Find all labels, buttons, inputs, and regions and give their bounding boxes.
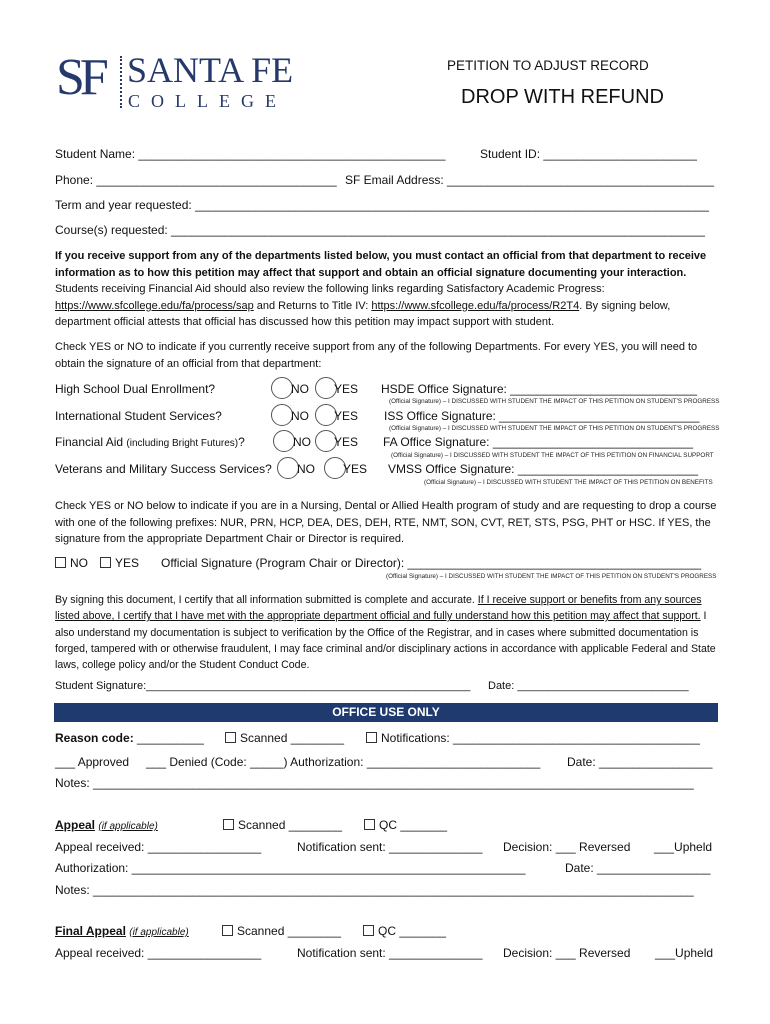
- student-id-field[interactable]: Student ID: _______________________: [480, 147, 697, 161]
- no-radio[interactable]: [271, 377, 293, 399]
- checkbox-icon[interactable]: [223, 819, 234, 830]
- authorization-field[interactable]: Authorization: ___________________________________________________________: [55, 861, 526, 875]
- no-radio[interactable]: [271, 404, 293, 426]
- certify-text-2: I also understand my documentation is subject to verification by the Office of the Registrar, and in cases where submitted documentation is forged, tampered with or otherwise fraudulent, I may face criminal and/or disciplinary actions in accordance with applicable Federal and State laws, college policy and/or the Student Conduct Code.: [55, 610, 716, 672]
- no-label: NO: [291, 409, 309, 423]
- student-signature-field[interactable]: Student Signature:_____________________________________________________: [55, 680, 471, 692]
- yes-label: YES: [334, 409, 359, 423]
- form-subtitle: PETITION TO ADJUST RECORD: [447, 58, 649, 73]
- phone-field[interactable]: Phone: ____________________________________: [55, 173, 337, 187]
- appeal-notes-field[interactable]: Notes: __________________________________________________________________________________________: [55, 883, 694, 897]
- decision-field[interactable]: Decision: ___ Reversed: [503, 840, 631, 854]
- logo-college: COLLEGE: [128, 91, 287, 111]
- certify-underline: If I receive support or benefits from any sources listed above, I certify that I have met with the appropriate department official and fully understand how this petition may affect that support.: [55, 594, 702, 623]
- signature-note: (Official Signature) – I DISCUSSED WITH STUDENT THE IMPACT OF THIS PETITION ON FINANCIAL SUPPORT: [391, 452, 714, 459]
- final-appeal-label: Final Appeal: [55, 924, 126, 938]
- form-title: DROP WITH REFUND: [461, 86, 664, 108]
- department-label: [55, 435, 245, 449]
- reason-code-field[interactable]: [55, 731, 204, 745]
- final-if-applicable: (if applicable): [129, 927, 189, 938]
- nursing-no-option[interactable]: [55, 556, 88, 570]
- appeal-if-applicable: (if applicable): [98, 821, 158, 832]
- final-notification-field[interactable]: Notification sent: ______________: [297, 946, 483, 960]
- denied-authorization-field[interactable]: ___ Denied (Code: _____) Authorization: __________________________: [146, 755, 541, 769]
- reason-code-blank: __________: [137, 731, 204, 745]
- department-label: International Student Services?: [55, 409, 222, 423]
- nursing-instructions: Check YES or NO below to indicate if you are in a Nursing, Dental or Allied Health program of study and are requesting to drop a course with one of the following prefixes: NUR, PRN, HCP, DEA, DES, DEH, RTE, NMT, SON, CVT, RET, STS, PSG, PHT or HSC. If YES, the signature from the appropriate Department Chair or Director is required.: [55, 500, 717, 546]
- notification-sent-field[interactable]: Notification sent: ______________: [297, 840, 483, 854]
- no-radio[interactable]: [273, 430, 295, 452]
- final-received-field[interactable]: Appeal received: _________________: [55, 946, 262, 960]
- scanned-option[interactable]: [225, 731, 344, 745]
- appeal-qc-option[interactable]: [364, 818, 447, 832]
- certification-text: [55, 592, 717, 673]
- notice-text-2: and Returns to Title IV:: [253, 299, 372, 312]
- nursing-yes-label: YES: [115, 556, 140, 570]
- department-label-small: (including Bright Futures): [126, 438, 239, 449]
- appeal-qc-label: QC _______: [379, 818, 448, 832]
- logo-divider: [120, 56, 122, 108]
- notice-bold: If you receive support from any of the departments listed below, you must contact an official from that department to receive information as to how this petition may affect that support and obtain an official signature documenting your interaction.: [55, 250, 707, 279]
- final-appeal-heading: [55, 924, 189, 938]
- no-label: NO: [293, 435, 311, 449]
- appeal-label: Appeal: [55, 818, 96, 832]
- office-signature-field[interactable]: FA Office Signature: ______________________________: [383, 435, 694, 449]
- authorization-date-field[interactable]: Date: _________________: [565, 861, 711, 875]
- office-date-field[interactable]: Date: _________________: [567, 755, 713, 769]
- reason-code-label: Reason code:: [55, 731, 134, 745]
- logo-sf-mark: SF: [56, 49, 104, 106]
- email-field[interactable]: SF Email Address: ________________________________________: [345, 173, 714, 187]
- final-qc-label: QC _______: [378, 924, 447, 938]
- r2t4-link[interactable]: https://www.sfcollege.edu/fa/process/R2T4: [371, 299, 580, 312]
- office-signature-field[interactable]: HSDE Office Signature: ____________________________: [381, 382, 698, 396]
- support-notice: [55, 248, 717, 331]
- final-scanned-option[interactable]: [222, 924, 341, 938]
- final-decision-field[interactable]: Decision: ___ Reversed: [503, 946, 631, 960]
- upheld-field[interactable]: ___Upheld: [654, 840, 713, 854]
- no-label: NO: [297, 462, 315, 476]
- approved-field[interactable]: ___ Approved: [55, 755, 130, 769]
- office-signature-field[interactable]: ISS Office Signature: ______________________________: [384, 409, 700, 423]
- sap-link[interactable]: https://www.sfcollege.edu/fa/process/sap: [55, 299, 254, 312]
- notes-field[interactable]: Notes: __________________________________________________________________________________________: [55, 776, 694, 790]
- final-scanned-label: Scanned ________: [237, 924, 342, 938]
- scanned-label: Scanned ________: [240, 731, 345, 745]
- logo-santa-fe: SANTA FE: [127, 50, 294, 90]
- checkbox-icon[interactable]: [222, 925, 233, 936]
- signature-note: (Official Signature) – I DISCUSSED WITH STUDENT THE IMPACT OF THIS PETITION ON STUDENT'S PROGRESS: [386, 573, 717, 580]
- department-label-end: ?: [238, 435, 245, 449]
- signature-date-field[interactable]: Date: ____________________________: [488, 680, 689, 692]
- final-qc-option[interactable]: [363, 924, 446, 938]
- signature-note: (Official Signature) – I DISCUSSED WITH STUDENT THE IMPACT OF THIS PETITION ON STUDENT'S PROGRESS: [389, 425, 720, 432]
- appeal-heading: [55, 818, 158, 832]
- student-name-field[interactable]: Student Name: ______________________________________________: [55, 147, 446, 161]
- department-label: High School Dual Enrollment?: [55, 382, 216, 396]
- signature-note: (Official Signature) – I DISCUSSED WITH STUDENT THE IMPACT OF THIS PETITION ON STUDENT'S PROGRESS: [389, 398, 720, 405]
- appeal-received-field[interactable]: Appeal received: _________________: [55, 840, 262, 854]
- checkbox-icon[interactable]: [363, 925, 374, 936]
- courses-field[interactable]: Course(s) requested: ________________________________________________________________________________: [55, 223, 705, 237]
- yes-label: YES: [334, 435, 359, 449]
- appeal-scanned-option[interactable]: [223, 818, 342, 832]
- yes-label: YES: [334, 382, 359, 396]
- notice-text-3: . By signing below, department official attests that official has discussed how this petition may impact support with student.: [55, 299, 671, 329]
- checkbox-icon[interactable]: [100, 557, 111, 568]
- checkbox-icon[interactable]: [225, 732, 236, 743]
- notifications-option[interactable]: [366, 731, 700, 745]
- final-upheld-field[interactable]: ___Upheld: [655, 946, 714, 960]
- checkbox-icon[interactable]: [55, 557, 66, 568]
- term-field[interactable]: Term and year requested: _____________________________________________________________________________: [55, 198, 709, 212]
- checkbox-icon[interactable]: [366, 732, 377, 743]
- department-label: Veterans and Military Success Services?: [55, 462, 272, 476]
- certify-text-1: By signing this document, I certify that all information submitted is complete and accurate.: [55, 594, 478, 606]
- yes-label: YES: [343, 462, 368, 476]
- notice-text-1: Students receiving Financial Aid should also review the following links regarding Satisfactory Academic Progress:: [55, 283, 605, 296]
- nursing-no-label: NO: [70, 556, 88, 570]
- no-radio[interactable]: [277, 457, 299, 479]
- signature-note: (Official Signature) – I DISCUSSED WITH STUDENT THE IMPACT OF THIS PETITION ON BENEFITS: [424, 479, 713, 486]
- check-instructions: Check YES or NO to indicate if you currently receive support from any of the following Departments. For every YES, you will need to obtain the signature of an official from that department:: [55, 341, 698, 370]
- checkbox-icon[interactable]: [364, 819, 375, 830]
- office-use-header: OFFICE USE ONLY: [54, 703, 718, 722]
- notifications-label: Notifications: _____________________________________: [381, 731, 700, 745]
- program-chair-signature[interactable]: Official Signature (Program Chair or Director): ____________________________________________: [161, 556, 702, 570]
- appeal-scanned-label: Scanned ________: [238, 818, 343, 832]
- office-signature-field[interactable]: VMSS Office Signature: ___________________________: [388, 462, 699, 476]
- department-label-main: Financial Aid: [55, 435, 124, 449]
- no-label: NO: [291, 382, 309, 396]
- nursing-yes-option[interactable]: [100, 556, 139, 570]
